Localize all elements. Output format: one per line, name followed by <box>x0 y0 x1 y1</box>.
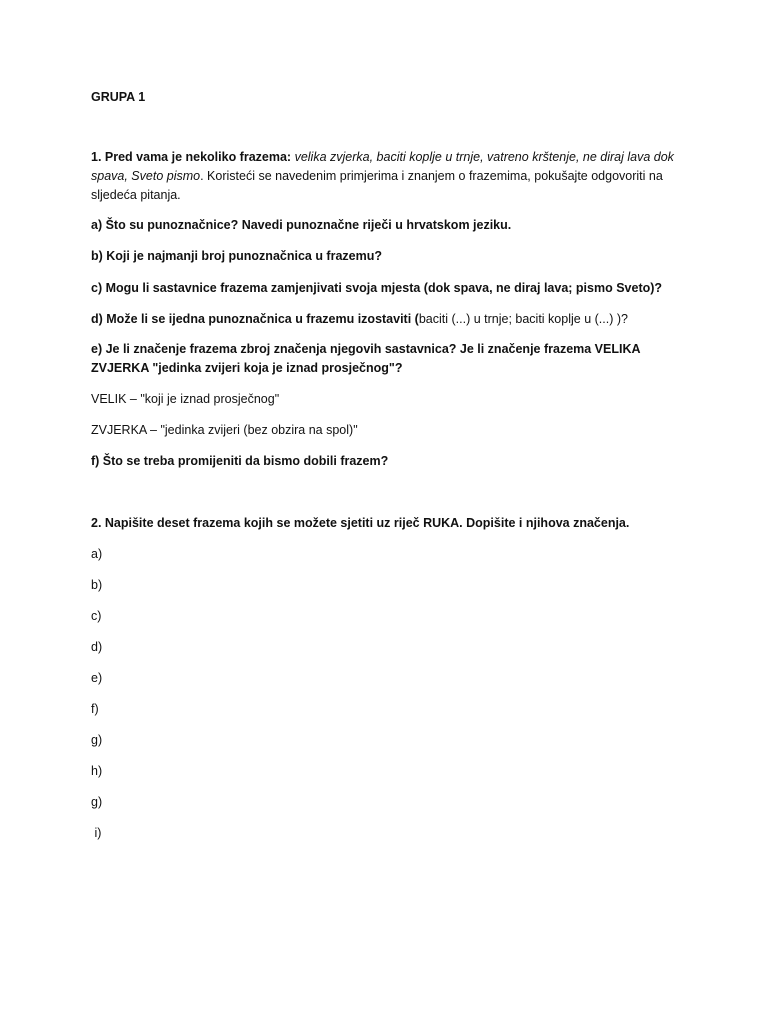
answer-item-a: a) <box>91 547 103 561</box>
document-heading: GRUPA 1 <box>91 90 146 104</box>
definition-velik: VELIK – "koji je iznad prosječnog" <box>91 392 280 406</box>
definition-zvjerka: ZVJERKA – "jedinka zvijeri (bez obzira na spol)" <box>91 423 358 437</box>
answer-item-f: f) <box>91 702 99 716</box>
answer-item-g-repeat: g) <box>91 795 103 809</box>
question-1d <box>91 310 681 329</box>
question-1d-text: d) Može li se ijedna punoznačnica u frazemu izostaviti ( <box>91 312 419 326</box>
question-1-label: 1. Pred vama je nekoliko frazema: <box>91 150 295 164</box>
answer-item-h: h) <box>91 764 103 778</box>
question-1-intro <box>91 148 681 205</box>
question-1-instructions: . Koristeći se navedenim primjerima i znanjem o frazemima, pokušajte odgovoriti na sljedeća pitanja. <box>91 169 663 202</box>
question-1c: c) Mogu li sastavnice frazema zamjenjivati svoja mjesta (dok spava, ne diraj lava; pismo Sveto)? <box>91 281 663 295</box>
answer-item-d: d) <box>91 640 103 654</box>
answer-item-i: i) <box>91 826 102 840</box>
question-1e: e) Je li značenje frazema zbroj značenja njegovih sastavnica? Je li značenje frazema VELIKA ZVJERKA "jedinka zvijeri koja je iznad prosječnog"? <box>91 342 641 375</box>
question-2-prompt: 2. Napišite deset frazema kojih se možete sjetiti uz riječ RUKA. Dopišite i njihova značenja. <box>91 516 630 530</box>
question-1f: f) Što se treba promijeniti da bismo dobili frazem? <box>91 454 389 468</box>
question-1b: b) Koji je najmanji broj punoznačnica u frazemu? <box>91 249 383 263</box>
answer-item-e: e) <box>91 671 103 685</box>
question-1-examples: velika zvjerka, baciti koplje u trnje, vatreno krštenje, ne diraj lava dok spava, Sveto pismo <box>91 150 674 183</box>
question-1d-examples: baciti (...) u trnje; baciti koplje u (...) )? <box>418 312 628 326</box>
answer-item-c: c) <box>91 609 102 623</box>
answer-item-g: g) <box>91 733 103 747</box>
question-1a: a) Što su punoznačnice? Navedi punoznačne riječi u hrvatskom jeziku. <box>91 218 512 232</box>
answer-item-b: b) <box>91 578 103 592</box>
